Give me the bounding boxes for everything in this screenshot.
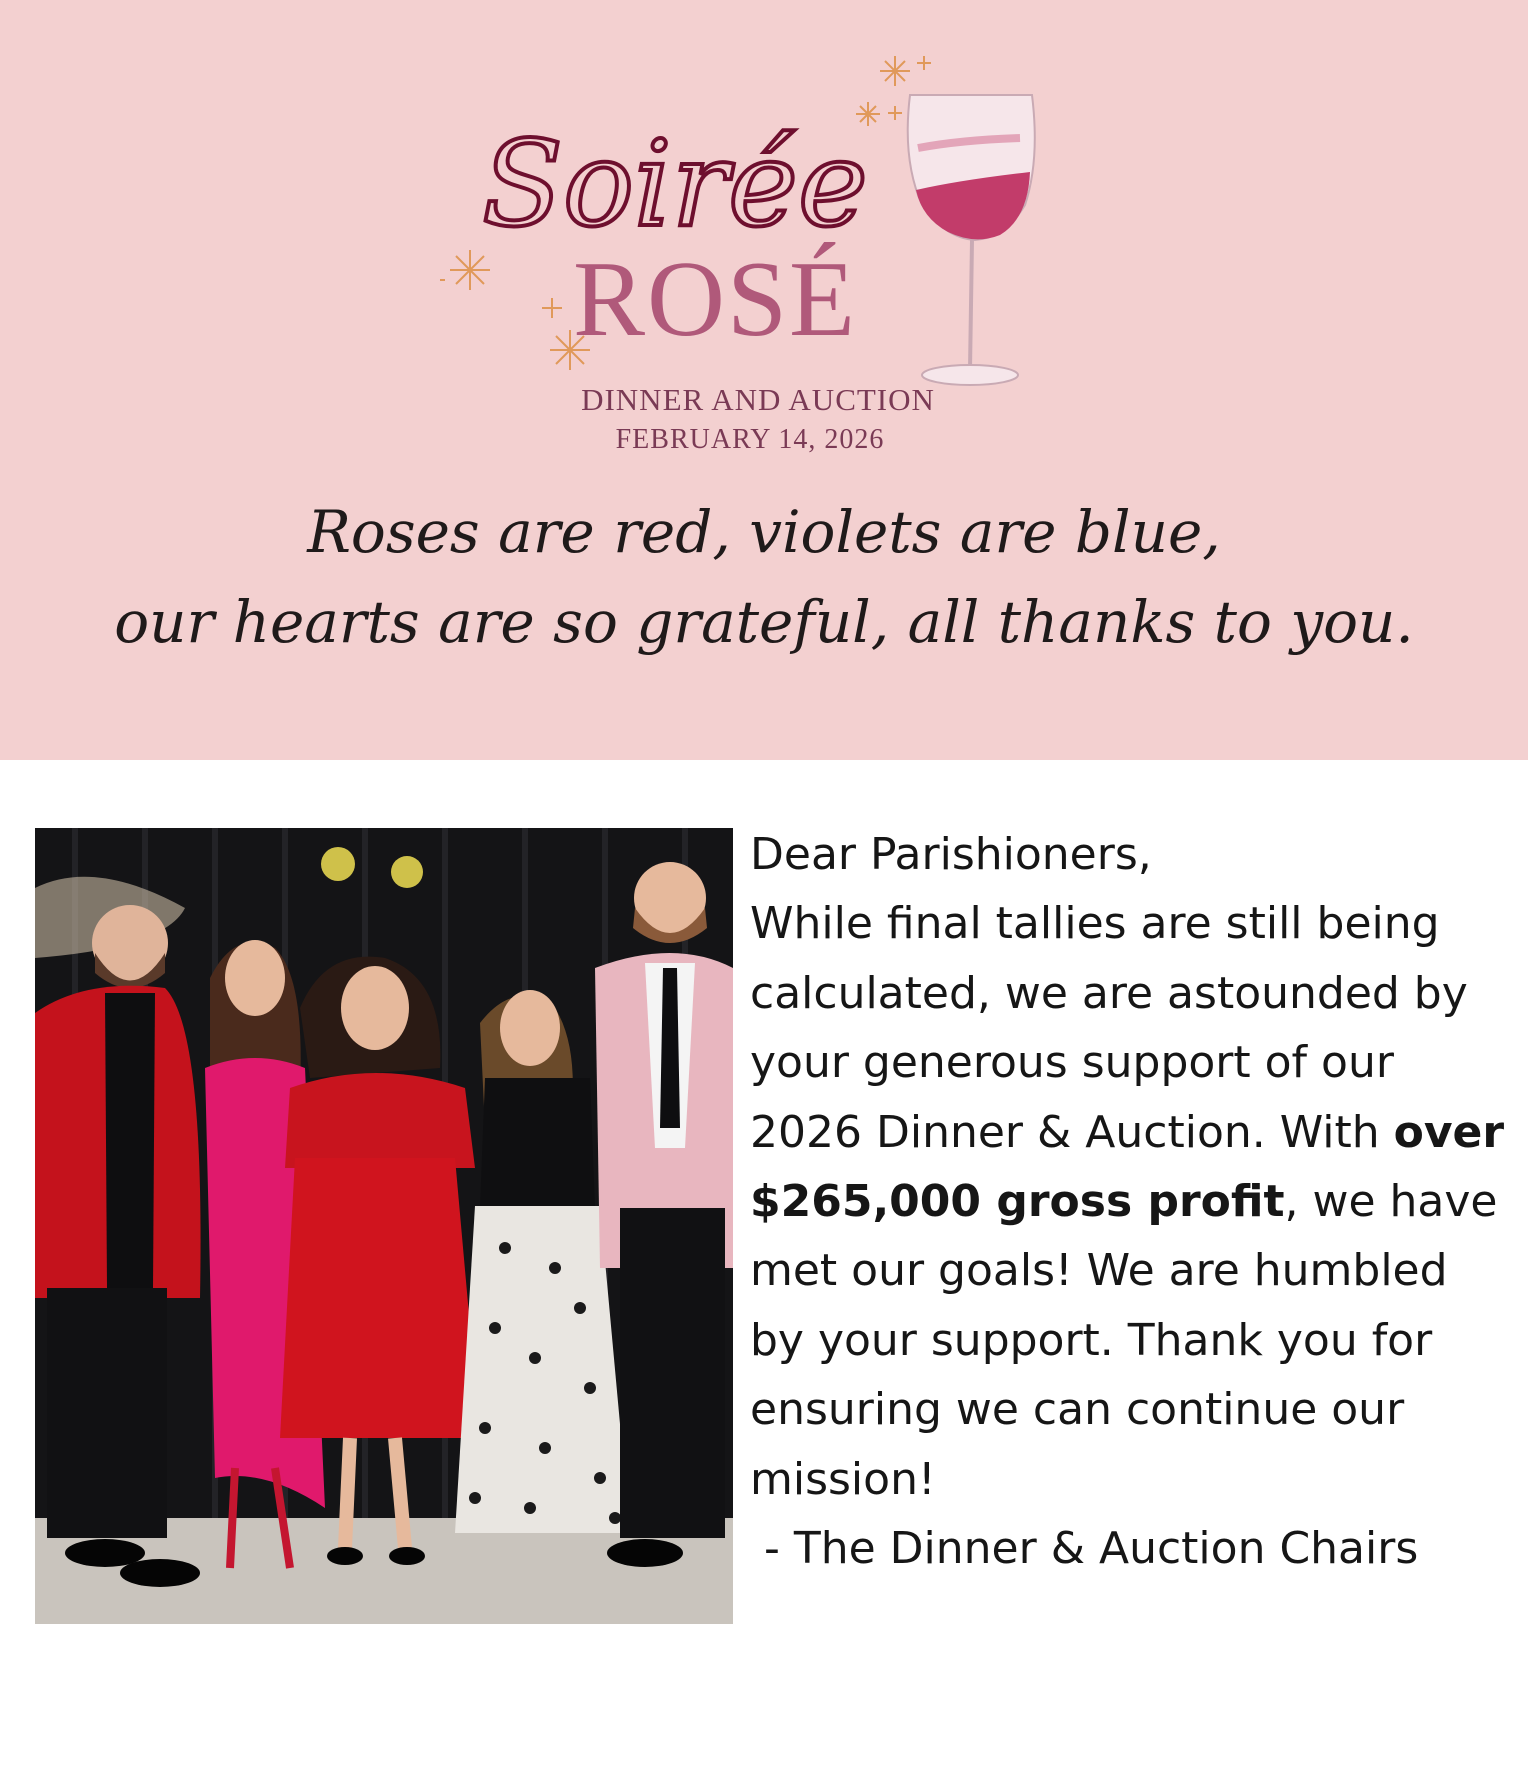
letter-body-end: , we have met our goals! We are humbled by your support. Thank you for ensuring we can continue our mission! [750,1176,1498,1505]
hero-banner [0,0,1528,760]
logo-main-text: ROSÉ [572,240,858,359]
logo-date: FEBRUARY 14, 2026 [615,424,885,455]
group-photo-illustration [35,828,733,1624]
thank-you-letter [750,820,1510,1583]
logo-subtitle: DINNER AND AUCTION [581,382,935,417]
letter-body [750,889,1510,1514]
letter-body-start: While final tallies are still being calculated, we are astounded by your generous support of our 2026 Dinner & Auction. With [750,898,1468,1158]
group-photo [35,828,733,1624]
logo-script-text: Soirée [482,115,868,253]
letter-signature: - The Dinner & Auction Chairs [750,1523,1419,1575]
wine-glass-icon [908,95,1035,385]
letter-greeting: Dear Parishioners, [750,829,1152,880]
poem-line-1: Roses are red, violets are blue, [307,498,1221,566]
letter-highlight: over $265,000 gross profit [750,1106,1505,1228]
soiree-rose-logo [440,40,1080,460]
poem-line-2: our hearts are so grateful, all thanks to you. [114,588,1414,656]
